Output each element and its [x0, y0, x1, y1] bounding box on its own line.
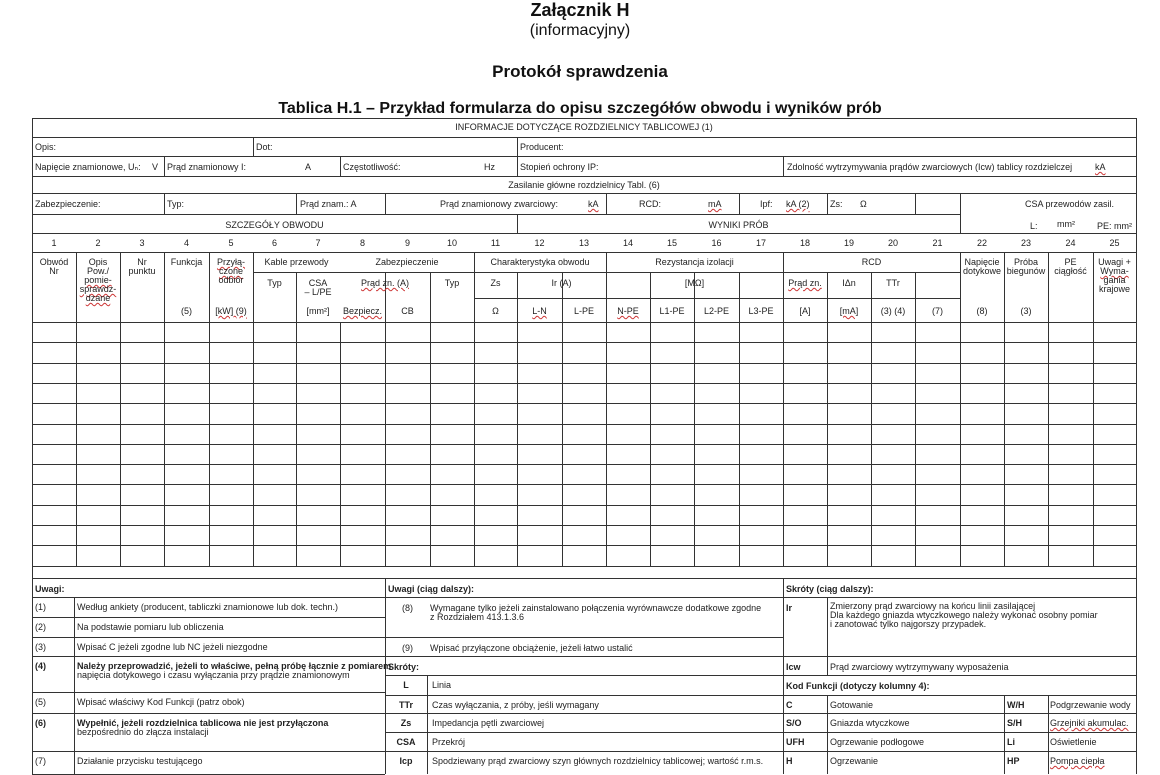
grid-line — [1004, 322, 1005, 566]
grid-line — [385, 656, 783, 657]
note-text: bezpośrednio do złącza instalacji — [77, 727, 209, 737]
header-uwagi: krajowe — [1098, 284, 1130, 294]
header-uwagi: Wyma- — [1100, 266, 1129, 276]
note-number: (5) — [35, 697, 46, 707]
column-number: 2 — [95, 238, 101, 248]
grid-line — [385, 713, 783, 714]
grid-line — [385, 193, 386, 214]
grid-line — [783, 751, 1136, 752]
grid-line — [32, 118, 1136, 119]
header-przylaczone: Przyłą- — [216, 257, 245, 267]
label-prad-znam: Prąd znam.: A — [300, 199, 357, 209]
header-rezystancja-izolacji: Rezystancja izolacji — [655, 257, 734, 267]
grid-line — [32, 444, 1136, 445]
grid-line — [32, 637, 385, 638]
note-text: z Rozdziałem 413.1.3.6 — [430, 612, 525, 622]
grid-line — [385, 322, 386, 566]
note-text: napięcia dotykowego i czasu wyłączania przy prądzie znamionowym — [77, 670, 350, 680]
grid-line — [783, 322, 784, 566]
abbr-text: Linia — [432, 680, 452, 690]
column-number: 15 — [666, 238, 677, 248]
column-number: 24 — [1065, 238, 1076, 248]
note-number: (3) — [35, 642, 46, 652]
function-code: Li — [1007, 737, 1015, 747]
unit-cell: (7) — [932, 306, 943, 316]
grid-line — [32, 156, 1136, 157]
grid-line — [871, 322, 872, 566]
note-number: (1) — [35, 602, 46, 612]
column-number: 6 — [271, 238, 277, 248]
skroty-title: Skróty: — [388, 662, 420, 672]
grid-line — [74, 597, 75, 774]
grid-line — [32, 193, 1136, 194]
header-przylaczone: odbiór — [218, 275, 244, 285]
unit-v: V — [152, 162, 159, 172]
header-charakterystyka: Charakterystyka obwodu — [490, 257, 590, 267]
abbr-ir-text: Zmierzony prąd zwarciowy na końcu linii zasilającej — [830, 601, 1036, 611]
header-rcd: RCD — [861, 257, 882, 267]
column-number: 11 — [490, 238, 501, 248]
grid-line — [32, 403, 1136, 404]
column-number: 14 — [622, 238, 633, 248]
unit-cell: (3) — [1020, 306, 1032, 316]
column-number: 5 — [228, 238, 234, 248]
label-csa-pe: PE: mm² — [1097, 221, 1132, 231]
grid-line — [253, 137, 254, 156]
note-text: Na podstawie pomiaru lub obliczenia — [77, 622, 224, 632]
label-dot: Dot: — [256, 142, 273, 152]
grid-line — [32, 692, 385, 693]
grid-line — [32, 545, 1136, 546]
column-number: 17 — [755, 238, 766, 248]
column-number: 18 — [799, 238, 810, 248]
unit-cell: (5) — [181, 306, 192, 316]
column-number: 10 — [446, 238, 457, 248]
grid-line — [694, 322, 695, 566]
grid-line — [783, 675, 1136, 676]
note-text: Wpisać C jeżeli zgodne lub NC jeżeli niezgodne — [77, 642, 268, 652]
grid-line — [427, 675, 428, 774]
header-funkcja: Funkcja — [170, 257, 203, 267]
abbr-symbol: CSA — [396, 737, 416, 747]
column-number: 20 — [887, 238, 898, 248]
grid-line — [474, 322, 475, 566]
note-text: Należy przeprowadzić, jeżeli to właściwe, pełną próbę łącznie z pomiarem — [77, 661, 392, 671]
unit-cell: L2-PE — [703, 306, 729, 316]
grid-line — [606, 193, 607, 214]
grid-line — [32, 656, 385, 657]
grid-line — [32, 118, 33, 774]
header-ttr: TTr — [886, 278, 900, 288]
unit-ma: mA — [708, 199, 722, 209]
function-code: HP — [1007, 756, 1020, 766]
unit-cell: (8) — [976, 306, 988, 316]
column-number: 13 — [578, 238, 589, 248]
function-name: Ogrzewanie — [830, 756, 879, 766]
header-csa: CSA — [308, 278, 328, 288]
label-ipf: Ipf: — [760, 199, 773, 209]
grid-line — [474, 298, 960, 299]
section-szczegoly-obwodu: SZCZEGÓŁY OBWODU — [225, 220, 324, 230]
label-typ: Typ: — [167, 199, 185, 209]
grid-line — [296, 322, 297, 566]
grid-line — [1004, 695, 1005, 774]
grid-line — [517, 137, 518, 156]
unit-cell: N-PE — [617, 306, 639, 316]
zasilanie-title: Zasilanie główne rozdzielnicy Tabl. (6) — [508, 180, 660, 190]
column-number: 3 — [139, 238, 145, 248]
annex-title: Załącznik H — [530, 0, 630, 20]
grid-line — [474, 272, 606, 273]
unit-cell: [mm²] — [306, 306, 330, 316]
abbr-text: Czas wyłączania, z próby, jeśli wymagany — [432, 700, 599, 710]
unit-a: A — [305, 162, 312, 172]
grid-line — [517, 156, 518, 176]
grid-line — [32, 363, 1136, 364]
grid-line — [1136, 118, 1137, 774]
abbr-symbol: L — [403, 680, 409, 690]
abbr-icw: Icw — [786, 662, 801, 672]
grid-line — [76, 322, 77, 566]
header-idn: IΔn — [842, 278, 856, 288]
grid-line — [827, 193, 828, 214]
grid-line — [783, 656, 1136, 657]
grid-line — [915, 322, 916, 566]
notes-uwagi-title: Uwagi: — [35, 584, 65, 594]
grid-line — [1093, 322, 1094, 566]
column-number: 19 — [843, 238, 854, 248]
grid-line — [32, 233, 1136, 234]
note-number: (6) — [35, 718, 46, 728]
grid-line — [827, 695, 828, 774]
abbr-text: Spodziewany prąd zwarciowy szyn głównych rozdzielnicy tablicowej; wartość r.m.s. — [432, 756, 764, 766]
function-name: Oświetlenie — [1050, 737, 1097, 747]
grid-line — [517, 322, 518, 566]
note-number: (8) — [402, 603, 413, 613]
grid-line — [783, 695, 1136, 696]
label-opis: Opis: — [35, 142, 57, 152]
unit-mm2: mm² — [1057, 219, 1075, 229]
unit-cell: CB — [401, 306, 414, 316]
grid-line — [915, 193, 916, 214]
header-proba-biegunow: biegunów — [1006, 266, 1046, 276]
note-text: Wpisać przyłączone obciążenie, jeżeli łatwo ustalić — [430, 643, 633, 653]
column-number: 7 — [315, 238, 321, 248]
header-mohm: [MΩ] — [684, 278, 705, 288]
grid-line — [517, 214, 518, 233]
grid-line — [32, 252, 1136, 253]
grid-line — [783, 156, 784, 176]
grid-line — [650, 322, 651, 566]
label-zs: Zs: — [830, 199, 843, 209]
grid-line — [385, 732, 783, 733]
grid-line — [1048, 322, 1049, 566]
grid-line — [32, 713, 385, 714]
grid-line — [960, 322, 961, 566]
note-text: Wymagane tylko jeżeli zainstalowano połączenia wyrównawcze dodatkowe zgodne — [430, 603, 762, 613]
grid-line — [385, 675, 783, 676]
header-prad-zn-rcd: Prąd zn. — [788, 278, 822, 288]
function-name: Gniazda wtyczkowe — [830, 718, 910, 728]
grid-line — [827, 322, 828, 566]
notes-uwagi-cd-title: Uwagi (ciąg dalszy): — [388, 584, 475, 594]
grid-line — [340, 156, 341, 176]
grid-line — [960, 193, 961, 233]
header-csa: – L/PE — [304, 287, 332, 297]
grid-line — [562, 322, 563, 566]
grid-line — [32, 566, 1136, 567]
function-name: Ogrzewanie podłogowe — [830, 737, 925, 747]
header-opis: sprawdz- — [79, 284, 117, 294]
protocol-title: Protokół sprawdzenia — [492, 62, 668, 81]
label-csa-l: L: — [1030, 221, 1038, 231]
abbr-ir: Ir — [786, 603, 793, 613]
csa-title: CSA przewodów zasil. — [1025, 199, 1115, 209]
grid-line — [783, 578, 784, 774]
label-zabezpieczenie: Zabezpieczenie: — [35, 199, 101, 209]
grid-line — [32, 505, 1136, 506]
note-number: (2) — [35, 622, 46, 632]
unit-ka: kA — [588, 199, 599, 209]
notes-skroty-cd-title: Skróty (ciąg dalszy): — [786, 584, 874, 594]
column-number: 8 — [359, 238, 365, 248]
header-uwagi: gania — [1103, 275, 1126, 285]
grid-line — [32, 617, 385, 618]
grid-line — [164, 193, 165, 214]
grid-line — [296, 193, 297, 214]
grid-line — [385, 751, 783, 752]
function-name: Pompa ciepła — [1050, 756, 1105, 766]
abbr-symbol: TTr — [398, 700, 413, 710]
function-code: C — [786, 700, 793, 710]
header-obwod: Obwód — [39, 257, 69, 267]
function-code: H — [786, 756, 793, 766]
grid-line — [783, 713, 1136, 714]
unit-cell: Ω — [492, 306, 499, 316]
label-zdolnosc: Zdolność wytrzymywania prądów zwarciowych (Icw) tablicy rozdzielczej — [787, 162, 1073, 172]
grid-line — [385, 695, 783, 696]
grid-line — [606, 272, 783, 273]
column-number: 23 — [1020, 238, 1031, 248]
grid-line — [32, 342, 1136, 343]
grid-line — [253, 322, 254, 566]
header-przylaczone: czone — [218, 266, 244, 276]
header-pe-ciaglosc: PE — [1064, 257, 1077, 267]
unit-ka2: kA (2) — [786, 199, 810, 209]
grid-line — [32, 383, 1136, 384]
note-text: Według ankiety (producent, tabliczki znamionowe lub dok. techn.) — [77, 602, 338, 612]
column-number: 1 — [51, 238, 57, 248]
header-ir: Ir (A) — [551, 278, 572, 288]
note-number: (4) — [35, 661, 46, 671]
abbr-symbol: Zs — [400, 718, 412, 728]
function-code: S/H — [1007, 718, 1023, 728]
function-code: UFH — [786, 737, 805, 747]
unit-ohm: Ω — [860, 199, 867, 209]
grid-line — [430, 322, 431, 566]
header-napiecie-dotykowe: Napięcie — [964, 257, 1000, 267]
label-prad-znamionowy: Prąd znamionowy I: — [167, 162, 247, 172]
note-number: (9) — [402, 643, 413, 653]
grid-line — [32, 597, 1136, 598]
note-text: Wypełnić, jeżeli rozdzielnica tablicowa nie jest przyłączona — [77, 718, 329, 728]
header-opis: Opis — [88, 257, 108, 267]
header-uwagi: Uwagi + — [1098, 257, 1131, 267]
header-opis: Pow./ — [86, 266, 109, 276]
note-text: Działanie przycisku testującego — [77, 756, 203, 766]
note-number: (7) — [35, 756, 46, 766]
column-number: 22 — [976, 238, 987, 248]
grid-line — [606, 322, 607, 566]
header-proba-biegunow: Próba — [1013, 257, 1039, 267]
grid-line — [32, 424, 1136, 425]
label-rcd: RCD: — [639, 199, 661, 209]
label-stopien-ip: Stopień ochrony IP: — [520, 162, 599, 172]
grid-line — [783, 272, 960, 273]
column-number: 12 — [534, 238, 545, 248]
header-nr-punktu: punktu — [128, 266, 156, 276]
grid-line — [120, 322, 121, 566]
unit-cell: [A] — [799, 306, 811, 316]
header-pe-ciaglosc: ciągłość — [1054, 266, 1087, 276]
grid-line — [739, 322, 740, 566]
annex-type: (informacyjny) — [529, 22, 631, 39]
grid-line — [32, 751, 385, 752]
grid-line — [340, 322, 341, 566]
grid-line — [164, 156, 165, 176]
unit-cell: (3) (4) — [880, 306, 906, 316]
function-code: W/H — [1007, 700, 1025, 710]
grid-line — [164, 322, 165, 566]
info-section-title: INFORMACJE DOTYCZĄCE ROZDZIELNICY TABLICOWEJ (1) — [455, 122, 713, 132]
header-zs: Zs — [490, 278, 501, 288]
unit-ka: kA — [1095, 162, 1106, 172]
grid-line — [32, 176, 1136, 177]
unit-cell: Bezpiecz. — [342, 306, 383, 316]
abbr-symbol: Icp — [399, 756, 413, 766]
grid-line — [739, 193, 740, 214]
header-prad-zn: Prąd zn. (A) — [360, 278, 409, 288]
label-prad-znam-zwarciowy: Prąd znamionowy zwarciowy: — [440, 199, 559, 209]
function-name: Gotowanie — [830, 700, 874, 710]
header-nr-punktu: Nr — [137, 257, 147, 267]
grid-line — [253, 272, 474, 273]
header-obwod: Nr — [49, 266, 59, 276]
grid-line — [32, 525, 1136, 526]
function-code: S/O — [786, 718, 802, 728]
abbr-text: Przekrój — [432, 737, 466, 747]
unit-cell: [mA] — [839, 306, 859, 316]
header-napiecie-dotykowe: dotykowe — [962, 266, 1002, 276]
column-number: 21 — [932, 238, 943, 248]
header-opis: pomie- — [84, 275, 112, 285]
grid-line — [32, 322, 1136, 323]
grid-line — [32, 214, 960, 215]
unit-hz: Hz — [484, 162, 495, 172]
unit-cell: L1-PE — [659, 306, 685, 316]
unit-cell: [kW] (9) — [215, 306, 247, 316]
header-typ: Typ — [267, 278, 282, 288]
label-napiecie: Napięcie znamionowe, Uₙ: — [35, 162, 141, 172]
grid-line — [783, 732, 1136, 733]
function-name: Podgrzewanie wody — [1050, 700, 1131, 710]
function-name: Grzejniki akumulac. — [1050, 718, 1129, 728]
unit-cell: L-PE — [573, 306, 594, 316]
grid-line — [1048, 695, 1049, 774]
abbr-text: Impedancja pętli zwarciowej — [432, 718, 545, 728]
unit-cell: L-N — [532, 306, 547, 316]
grid-line — [32, 484, 1136, 485]
grid-line — [32, 464, 1136, 465]
grid-line — [32, 578, 1136, 579]
column-number: 9 — [404, 238, 410, 248]
header-typ: Typ — [444, 278, 460, 288]
column-number: 4 — [183, 238, 189, 248]
header-kable-przewody: Kable przewody — [264, 257, 329, 267]
label-czestotliwosc: Częstotliwość: — [343, 162, 401, 172]
label-producent: Producent: — [520, 142, 564, 152]
grid-line — [209, 322, 210, 566]
section-wyniki-prob: WYNIKI PRÓB — [708, 220, 769, 230]
unit-cell: L3-PE — [748, 306, 774, 316]
table-title: Tablica H.1 – Przykład formularza do opisu szczegółów obwodu i wyników prób — [278, 100, 882, 117]
grid-line — [827, 597, 828, 675]
abbr-ir-text: Dla każdego gniazda wtyczkowego należy wykonać osobny pomiar — [830, 610, 1098, 620]
note-text: Wpisać właściwy Kod Funkcji (patrz obok) — [77, 697, 245, 707]
column-number: 25 — [1109, 238, 1120, 248]
kod-funkcji-title: Kod Funkcji (dotyczy kolumny 4): — [786, 681, 930, 691]
header-opis: dzane — [85, 293, 111, 303]
abbr-icw-text: Prąd zwarciowy wytrzymywany wyposażenia — [830, 662, 1009, 672]
column-number: 16 — [711, 238, 722, 248]
header-zabezpieczenie: Zabezpieczenie — [375, 257, 439, 267]
grid-line — [32, 137, 1136, 138]
grid-line — [385, 637, 783, 638]
abbr-ir-text: i zanotować tylko najgorszy przypadek. — [830, 619, 987, 629]
